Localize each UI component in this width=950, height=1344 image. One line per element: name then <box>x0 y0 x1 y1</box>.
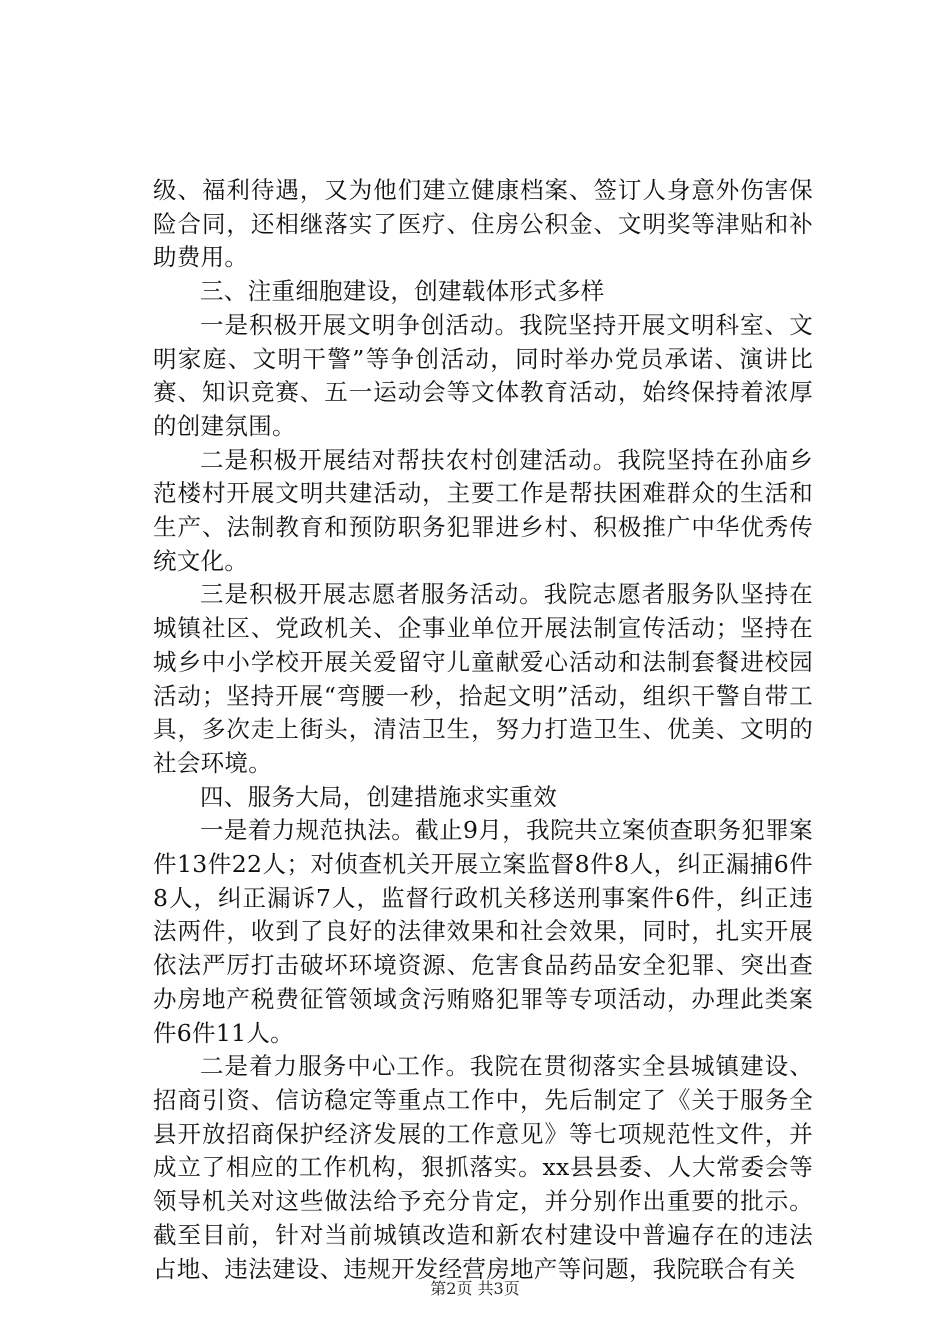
paragraph-volunteer-service: 三是积极开展志愿者服务活动。我院志愿者服务队坚持在城镇社区、党政机关、企事业单位开展法制宣传活动；坚持在城乡中小学校开展关爱留守儿童献爱心活动和法制套餐进校园活动；坚持开展“弯腰一秒，拾起文明”活动，组织干警自带工具，多次走上街头，清洁卫生，努力打造卫生、优美、文明的社会环境。 <box>153 580 813 777</box>
paragraph-law-enforcement: 一是着力规范执法。截止9月，我院共立案侦查职务犯罪案件13件22人；对侦查机关开展立案监督8件8人，纠正漏捕6件8人，纠正漏诉7人，监督行政机关移送刑事案件6件，纠正违法两件，收到了良好的法律效果和社会效果，同时，扎实开展依法严厉打击破坏环境资源、危害食品药品安全犯罪、突出查办房地产税费征管领域贪污贿赂犯罪等专项活动，办理此类案件6件11人。 <box>153 816 813 1047</box>
document-body <box>153 174 813 1286</box>
page-number: 第2页 共3页 <box>430 1279 520 1298</box>
paragraph-civilization-campaign: 一是积极开展文明争创活动。我院坚持开展文明科室、文明家庭、文明干警”等争创活动，同时举办党员承诺、演讲比赛、知识竞赛、五一运动会等文体教育活动，始终保持着浓厚的创建氛围。 <box>153 310 813 440</box>
section-heading-3: 三、注重细胞建设，创建载体形式多样 <box>200 277 605 306</box>
section-heading-4: 四、服务大局，创建措施求实重效 <box>200 782 557 811</box>
paragraph-central-work: 二是着力服务中心工作。我院在贯彻落实全县城镇建设、招商引资、信访稳定等重点工作中，先后制定了《关于服务全县开放招商保护经济发展的工作意见》等七项规范性文件，并成立了相应的工作机构，狠抓落实。xx县县委、人大常委会等领导机关对这些做法给予充分肯定，并分别作出重要的批示。截至目前，针对当前城镇改造和新农村建设中普遍存在的违法占地、违法建设、违规开发经营房地产等问题，我院联合有关 <box>153 1052 813 1283</box>
paragraph-rural-assistance: 二是积极开展结对帮扶农村创建活动。我院坚持在孙庙乡范楼村开展文明共建活动，主要工作是帮扶困难群众的生活和生产、法制教育和预防职务犯罪进乡村、积极推广中华优秀传统文化。 <box>153 445 813 575</box>
paragraph-1: 级、福利待遇，又为他们建立健康档案、签订人身意外伤害保险合同，还相继落实了医疗、住房公积金、文明奖等津贴和补助费用。 <box>153 176 813 272</box>
